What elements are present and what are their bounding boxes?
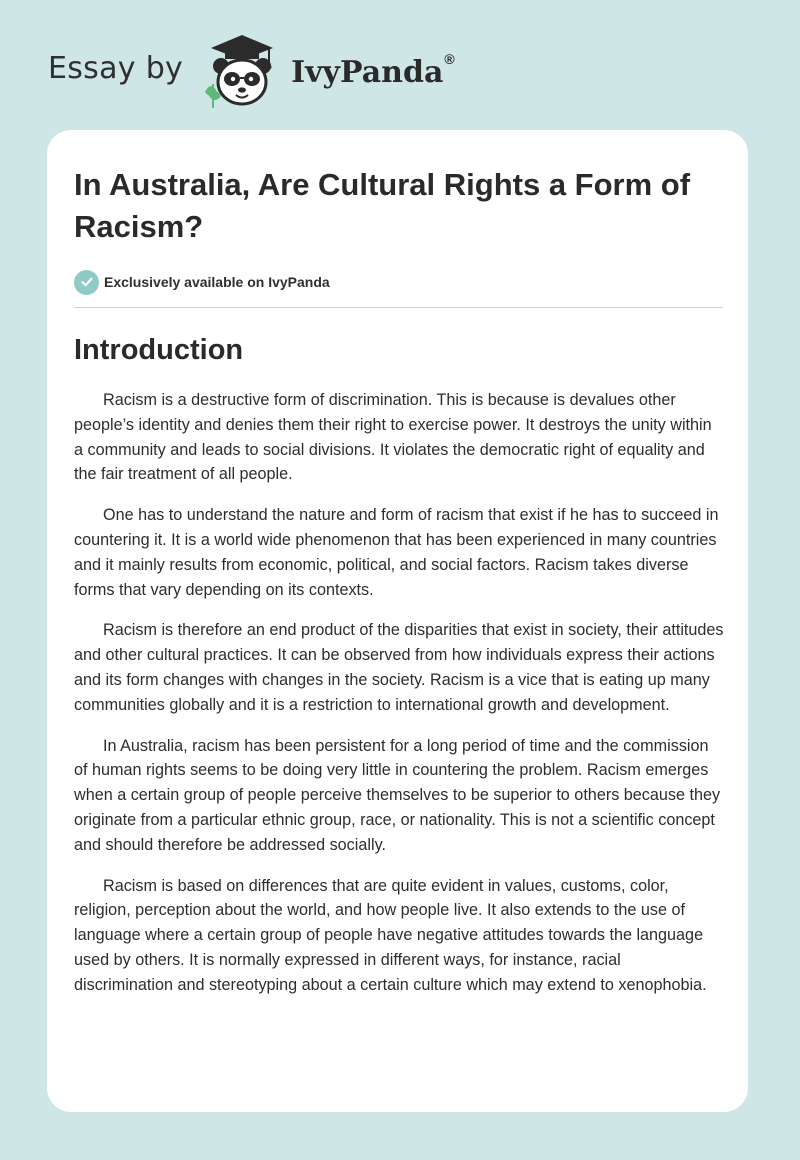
essay-card	[47, 130, 748, 1112]
registered-mark: ®	[444, 50, 455, 67]
brand-prefix: Essay by	[48, 50, 184, 86]
page-title: In Australia, Are Cultural Rights a Form of Racism?	[74, 167, 691, 244]
badge-text: Exclusively available on IvyPanda	[104, 274, 330, 290]
essay-body	[74, 388, 724, 998]
panda-graduate-icon	[197, 30, 287, 110]
section-heading: Introduction	[74, 334, 244, 366]
paragraph: Racism is therefore an end product of the disparities that exist in society, their attitudes and other cultural practices. It can be observed from how individuals express their actions and its form changes with changes in the society. Racism is a vice that is eating up many communities globally and it is a restriction to international growth and development.	[74, 621, 724, 714]
paragraph: Racism is a destructive form of discrimination. This is because is devalues other people’s identity and denies them their right to exercise power. It destroys the unity within a community and leads to social divisions. It violates the democratic right of equality and the fair treatment of all people.	[74, 391, 712, 484]
paragraph: One has to understand the nature and form of racism that exist if he has to succeed in countering it. It is a world wide phenomenon that has been experienced in many countries and it mainly results from economic, political, and social factors. Racism takes diverse forms that vary depending on its contexts.	[74, 506, 719, 599]
brand-name: IvyPanda®	[291, 50, 455, 90]
check-circle-icon	[74, 270, 99, 295]
divider	[74, 307, 723, 308]
exclusive-badge	[74, 269, 722, 295]
paragraph: In Australia, racism has been persistent for a long period of time and the commission of human rights seems to be doing very little in countering the problem. Racism emerges when a certain group of people perceive themselves to be superior to others because they originate from a particular ethnic group, race, or nationality. This is not a scientific concept and should therefore be addressed socially.	[74, 736, 721, 854]
paragraph: Racism is based on differences that are quite evident in values, customs, color, religion, perception about the world, and how people live. It also extends to the use of language where a certain group of people have negative attitudes towards the language used by others. It is normally expressed in different ways, for instance, racial discrimination and stereotyping about a certain culture which may extend to xenophobia.	[74, 876, 707, 994]
brand-header[interactable]	[48, 30, 455, 110]
